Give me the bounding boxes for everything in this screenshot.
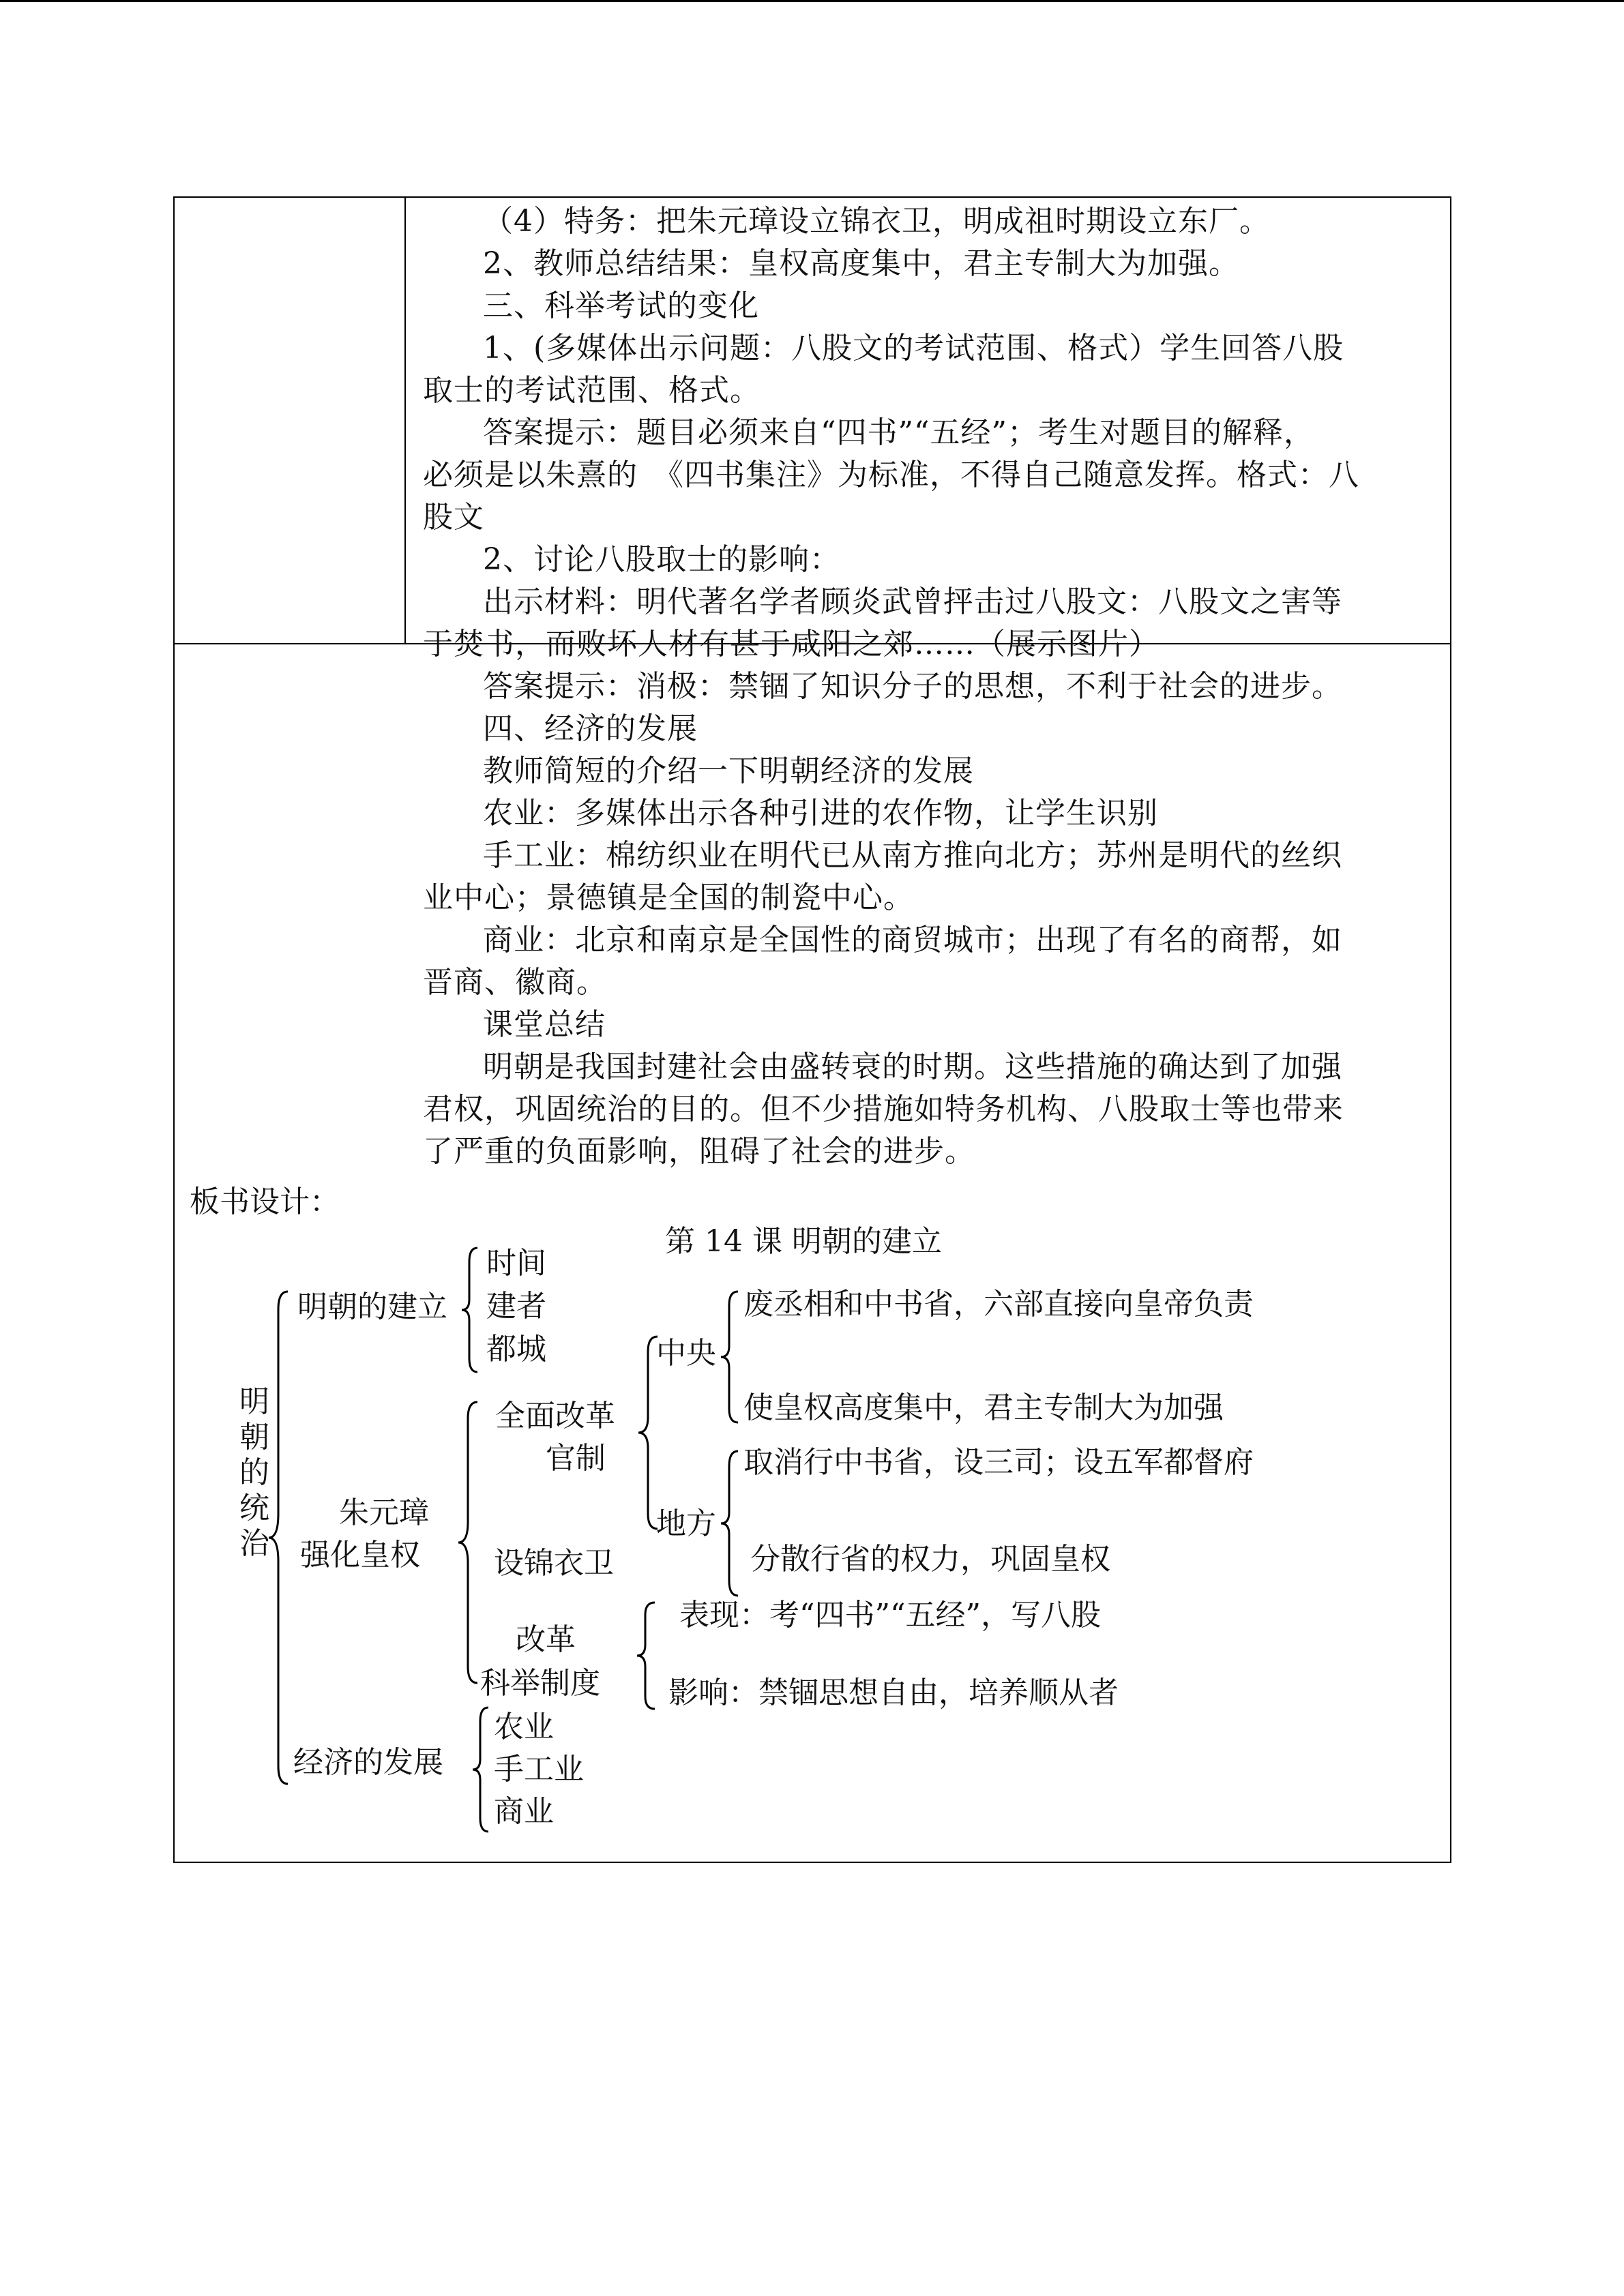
jinyiwei-label: 设锦衣卫 [494, 1546, 614, 1581]
branch-economy-label: 经济的发展 [293, 1745, 443, 1780]
root-brace [265, 1289, 292, 1787]
lesson-line: 2、讨论八股取士的影响： [483, 542, 840, 577]
top-border-line [0, 0, 1624, 2]
central-item: 废丞相和中书省，六部直接向皇帝负责 [743, 1287, 1254, 1322]
lesson-line: 晋商、徽商。 [423, 965, 607, 1000]
lesson-line: 取士的考试范围、格式。 [423, 373, 761, 408]
central-brace [718, 1289, 742, 1425]
local-label: 地方 [656, 1506, 716, 1541]
left-empty-cell [175, 198, 404, 643]
branch-zhu-yuanzhang-label: 朱元璋 [339, 1495, 429, 1530]
central-label: 中央 [656, 1336, 716, 1371]
central-item: 使皇权高度集中，君主专制大为加强 [743, 1390, 1224, 1425]
lesson-line: 答案提示：题目必须来自“四书”“五经”；考生对题目的解释， [483, 415, 1314, 450]
lesson-line: 商业：北京和南京是全国性的商贸城市；出现了有名的商帮，如 [483, 923, 1342, 957]
economy-item: 手工业 [494, 1752, 584, 1787]
branch-strengthen-power-label: 强化皇权 [300, 1538, 420, 1572]
board-label: 板书设计： [190, 1184, 340, 1219]
lesson-line: 四、经济的发展 [483, 711, 698, 746]
lesson-line: 1、(多媒体出示问题：八股文的考试范围、格式）学生回答八股 [483, 331, 1344, 366]
local-item: 取消行中书省，设三司；设五军都督府 [743, 1445, 1254, 1480]
economy-item: 农业 [494, 1710, 554, 1744]
establishment-item: 建者 [486, 1289, 546, 1324]
lesson-line: 于焚书，而败坏人材有甚于咸阳之郊……（展示图片） [423, 627, 1160, 661]
lesson-line: 课堂总结 [483, 1007, 606, 1042]
local-brace [718, 1448, 742, 1598]
exam-item: 表现：考“四书”“五经”，写八股 [679, 1598, 1101, 1632]
lesson-line: 出示材料：明代著名学者顾炎武曾抨击过八股文：八股文之害等 [483, 584, 1342, 619]
lesson-line: （4）特务：把朱元璋设立锦衣卫，明成祖时期设立东厂。 [483, 204, 1270, 239]
lesson-line: 农业：多媒体出示各种引进的农作物，让学生识别 [483, 796, 1158, 831]
exam-reform-brace [633, 1600, 659, 1712]
lesson-line: 君权，巩固统治的目的。但不少措施如特务机构、八股取士等也带来 [423, 1092, 1344, 1127]
zhu-yuanzhang-brace [454, 1399, 482, 1686]
official-reform-line2: 官制 [546, 1441, 606, 1476]
exam-reform-line1: 改革 [516, 1622, 576, 1657]
column-divider [404, 196, 406, 644]
establishment-item: 都城 [486, 1332, 546, 1367]
branch-establishment-label: 明朝的建立 [297, 1289, 447, 1324]
establishment-item: 时间 [486, 1246, 546, 1281]
lesson-line: 手工业：棉纺织业在明代已从南方推向北方；苏州是明代的丝织 [483, 838, 1342, 873]
lesson-line: 2、教师总结结果：皇权高度集中，君主专制大为加强。 [483, 246, 1239, 281]
exam-reform-line2: 科举制度 [480, 1666, 600, 1701]
lesson-line: 明朝是我国封建社会由盛转衰的时期。这些措施的确达到了加强 [483, 1049, 1342, 1084]
root-label: 明朝的统治 [239, 1384, 269, 1561]
lesson-line: 答案提示：消极：禁锢了知识分子的思想，不利于社会的进步。 [483, 669, 1342, 704]
lesson-line: 三、科举考试的变化 [483, 288, 759, 323]
economy-brace [469, 1705, 492, 1834]
economy-item: 商业 [494, 1794, 554, 1829]
lesson-line: 教师简短的介绍一下明朝经济的发展 [483, 754, 974, 788]
local-item: 分散行省的权力，巩固皇权 [750, 1542, 1110, 1577]
official-reform-line1: 全面改革 [495, 1399, 615, 1433]
exam-item: 影响：禁锢思想自由，培养顺从者 [668, 1675, 1119, 1710]
lesson-line: 业中心；景德镇是全国的制瓷中心。 [423, 880, 914, 915]
board-title: 第 14 课 明朝的建立 [665, 1224, 942, 1259]
establishment-brace [458, 1245, 482, 1375]
lesson-line: 了严重的负面影响，阻碍了社会的进步。 [423, 1134, 975, 1169]
lesson-line: 股文 [423, 500, 484, 535]
lesson-line: 必须是以朱熹的 《四书集注》为标准，不得自己随意发挥。格式：八 [423, 458, 1359, 492]
